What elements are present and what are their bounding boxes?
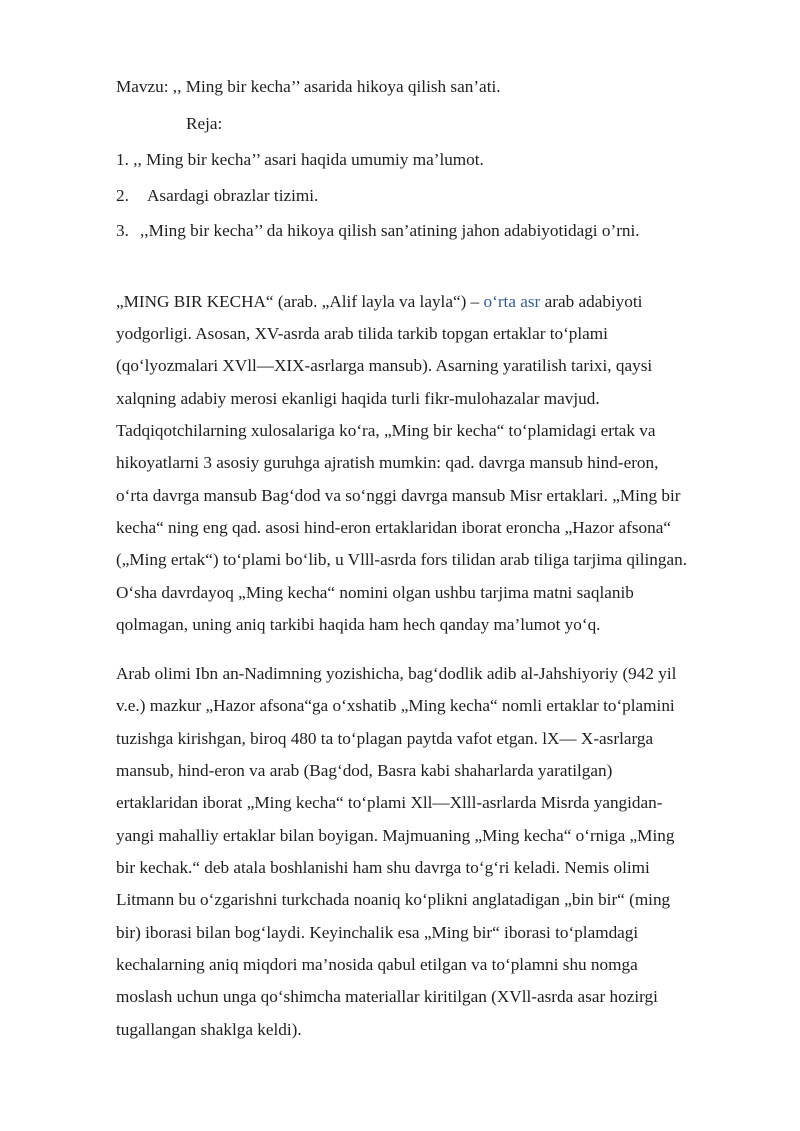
paragraph-1-line: hikoyatlarni 3 asosiy guruhga ajratish mumkin: qad. davrga mansub hind-eron,: [116, 453, 659, 472]
paragraph-2-line: bir) iborasi bilan bog‘laydi. Keyinchalik esa „Ming bir“ iborasi to‘plamdagi: [116, 923, 639, 942]
paragraph-1-line: („Ming ertak“) to‘plami bo‘lib, u Vlll-asrda fors tilidan arab tiliga tarjima qilingan.: [116, 550, 688, 569]
paragraph-1-line: (qo‘lyozmalari XVll—XIX-asrlarga mansub). Asarning yaratilish tarixi, qaysi: [116, 356, 653, 375]
paragraph-2-line: mansub, hind-eron va arab (Bag‘dod, Basra kabi shaharlarda yaratilgan): [116, 761, 613, 780]
paragraph-2-line: bir kechak.“ deb atala boshlanishi ham shu davrga to‘g‘ri keladi. Nemis olimi: [116, 858, 650, 877]
plan-item-number: 1.: [116, 150, 129, 169]
paragraph-2-line: yangi mahalliy ertaklar bilan boyigan. Majmuaning „Ming kecha“ o‘rniga „Ming: [116, 826, 675, 845]
plan-item-text: ,, Ming bir kecha’’ asari haqida umumiy ma’lumot.: [133, 150, 484, 169]
plan-item: [116, 221, 640, 241]
paragraph-2-line: tuzishga kirishgan, biroq 480 ta to‘plagan paytda vafot etgan. lX— X-asrlarga: [116, 729, 654, 748]
paragraph-2-line: kechalarning aniq miqdori ma’nosida qabul etilgan va to‘plamni shu nomga: [116, 955, 638, 974]
paragraph-1-line: kecha“ ning eng qad. asosi hind-eron ertaklaridan iborat eroncha „Hazor afsona“: [116, 518, 672, 537]
paragraph-1-line: O‘sha davrdayoq „Ming kecha“ nomini olgan ushbu tarjima matni saqlanib: [116, 583, 634, 602]
paragraph-2-line: ertaklaridan iborat „Ming kecha“ to‘plami Xll—Xlll-asrlarda Misrda yangidan-: [116, 793, 663, 812]
plan-item-number: 2.: [116, 186, 129, 205]
plan-item: [116, 186, 318, 206]
paragraph-text: arab adabiyoti: [540, 292, 643, 311]
plan-item-text: Asardagi obrazlar tizimi.: [147, 186, 319, 205]
plan-item-number: 3.: [116, 221, 129, 240]
paragraph-2-line: Litmann bu o‘zgarishni turkchada noaniq ko‘plikni anglatadigan „bin bir“ (ming: [116, 890, 671, 909]
topic-line: Mavzu: ,, Ming bir kecha’’ asarida hikoya qilish san’ati.: [116, 77, 501, 96]
plan-heading: Reja:: [186, 114, 223, 133]
orta-asr-link[interactable]: o‘rta asr: [483, 292, 541, 311]
paragraph-1-line: [116, 292, 642, 312]
plan-item-text: ,,Ming bir kecha’’ da hikoya qilish san’atining jahon adabiyotidagi o’rni.: [140, 221, 640, 240]
paragraph-2-line: v.e.) mazkur „Hazor afsona“ga o‘xshatib „Ming kecha“ nomli ertaklar to‘plamini: [116, 696, 675, 715]
plan-item: [116, 150, 484, 170]
paragraph-2-line: Arab olimi Ibn an-Nadimning yozishicha, bag‘dodlik adib al-Jahshiyoriy (942 yil: [116, 664, 677, 683]
paragraph-1-line: yodgorligi. Asosan, XV-asrda arab tilida tarkib topgan ertaklar to‘plami: [116, 324, 608, 343]
paragraph-1-line: xalqning adabiy merosi ekanligi haqida turli fikr-mulohazalar mavjud.: [116, 389, 600, 408]
paragraph-1-line: Tadqiqotchilarning xulosalariga ko‘ra, „Ming bir kecha“ to‘plamidagi ertak va: [116, 421, 656, 440]
paragraph-1-line: o‘rta davrga mansub Bag‘dod va so‘nggi davrga mansub Misr ertaklari. „Ming bir: [116, 486, 681, 505]
paragraph-2-line: moslash uchun unga qo‘shimcha materiallar kiritilgan (XVll-asrda asar hozirgi: [116, 987, 658, 1006]
paragraph-1-line: qolmagan, uning aniq tarkibi haqida ham hech qanday ma’lumot yo‘q.: [116, 615, 601, 634]
paragraph-text: „MING BIR KECHA“ (arab. „Alif layla va layla“) –: [116, 292, 484, 311]
paragraph-2-line: tugallangan shaklga keldi).: [116, 1020, 302, 1039]
